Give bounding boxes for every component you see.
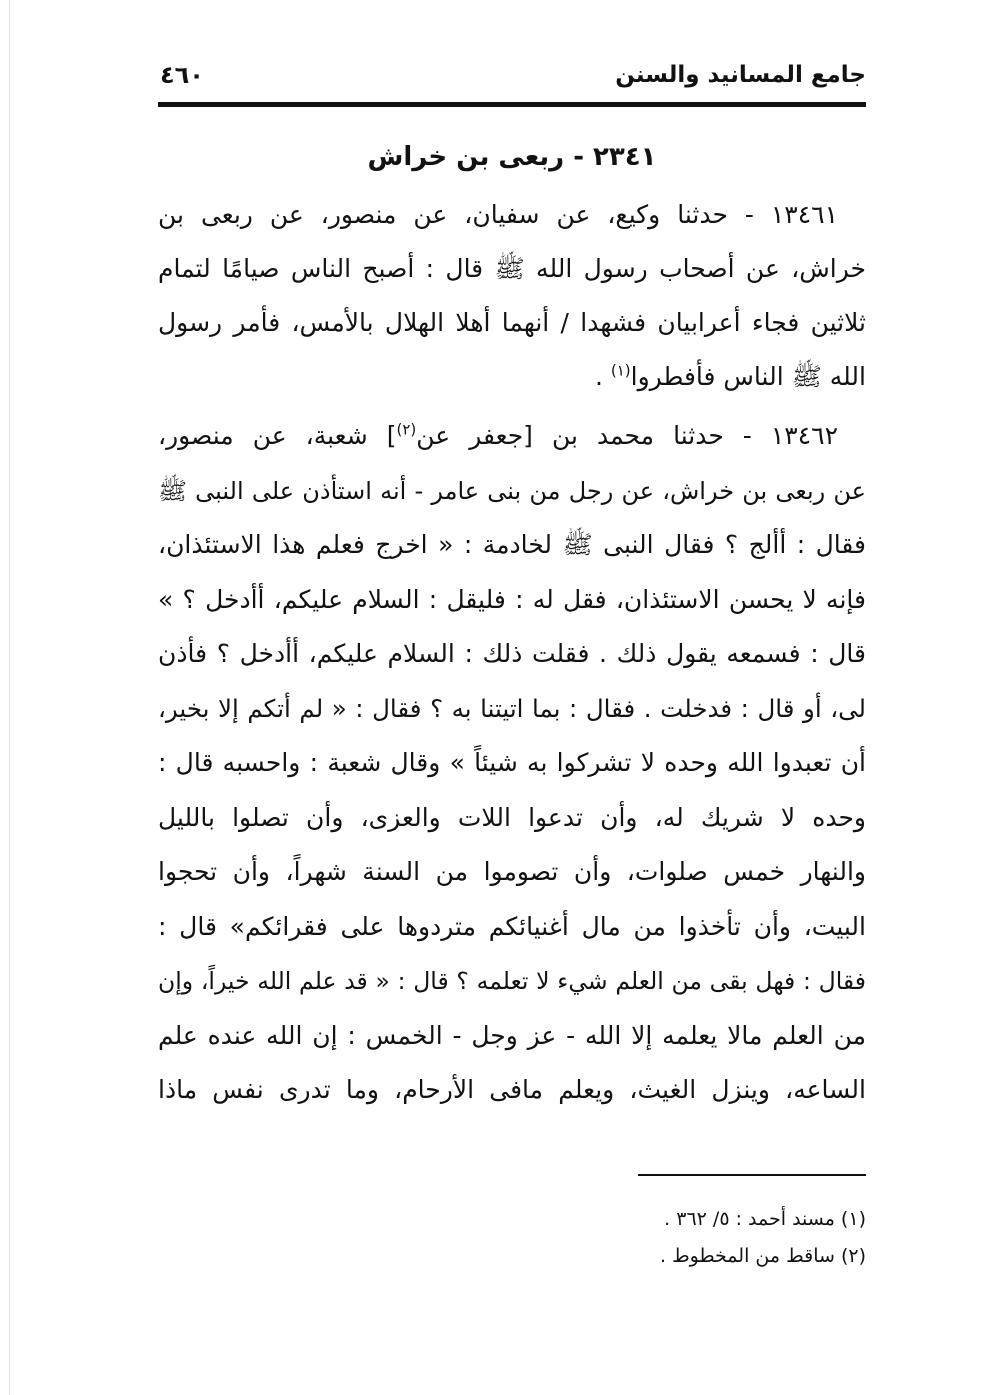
- section-title: ٢٣٤١ - ربعى بن خراش: [367, 142, 657, 172]
- footnote-marker: (٢): [396, 420, 417, 439]
- text-line: خراش، عن أصحاب رسول الله ﷺ قال : أصبح الناس صيامًا لتمام: [158, 254, 866, 283]
- text-line: أن تعبدوا الله وحده لا تشركوا به شيئاً » وقال شعبة : واحسبه قال :: [158, 748, 866, 777]
- text-segment: ١٣٤٦٢ - حدثنا محمد بن [جعفر عن: [416, 421, 838, 450]
- header-rule: [158, 102, 866, 107]
- text-line: البيت، وأن تأخذوا من مال أغنيائكم متردوها على فقرائكم» قال :: [158, 911, 866, 941]
- text-line: ١٣٤٦١ - حدثنا وكيع، عن سفيان، عن منصور، عن ربعى بن: [158, 200, 838, 229]
- text-line: الساعه، وينزل الغيث، ويعلم مافى الأرحام، وما تدرى نفس ماذا: [158, 1075, 866, 1104]
- footnotes: [158, 1201, 866, 1275]
- text-line: والنهار خمس صلوات، وأن تصوموا من السنة شهراً، وأن تحجوا: [158, 857, 866, 886]
- text-segment: ] شعبة، عن منصور،: [158, 421, 397, 450]
- text-line: لى، أو قال : فدخلت . فقال : بما اتيتنا به ؟ فقال : « لم أتكم إلا بخير،: [158, 693, 866, 723]
- text-segment: الله ﷺ الناس فأفطروا: [630, 362, 866, 391]
- text-line: عن ربعى بن خراش، عن رجل من بنى عامر - أنه استأذن على النبى ﷺ: [158, 476, 866, 505]
- footnote-marker: (١): [610, 361, 631, 380]
- text-line: قال : فسمعه يقول ذلك . فقلت ذلك : السلام عليكم، أأدخل ؟ فأذن: [158, 639, 866, 668]
- text-line: [158, 350, 866, 404]
- running-header-book-title: جامع المسانيد والسنن: [615, 62, 866, 88]
- text-line: ثلاثين فجاء أعرابيان فشهدا / أنهما أهلا الهلال بالأمس، فأمر رسول: [158, 308, 866, 337]
- page-number: ٤٦٠: [160, 61, 204, 89]
- footnote-item: (٢) ساقط من المخطوط .: [659, 1245, 866, 1267]
- text-line: فقال : فهل بقى من العلم شيء لا تعلمه ؟ قال : « قد علم الله خيراً، وإن: [158, 967, 866, 995]
- hadith-13461: [158, 188, 866, 404]
- scan-edge-line: [9, 0, 10, 1395]
- text-segment: .: [594, 362, 611, 391]
- text-line: فإنه لا يحسن الاستئذان، فقل له : فليقل : السلام عليكم، أأدخل ؟ »: [158, 584, 866, 614]
- hadith-13462: [158, 409, 866, 1118]
- text-line: [158, 409, 866, 464]
- footnote-item: (١) مسند أحمد : ٥/ ٣٦٢ .: [664, 1208, 866, 1230]
- text-line: من العلم مالا يعلمه إلا الله - عز وجل - الخمس : إن الله عنده علم: [158, 1020, 866, 1050]
- text-line: فقال : أألج ؟ فقال النبى ﷺ لخادمة : « اخرج فعلم هذا الاستئذان،: [158, 530, 866, 559]
- text-line: وحده لا شريك له، وأن تدعوا اللات والعزى، وأن تصلوا بالليل: [158, 802, 866, 832]
- footnote-rule: [638, 1174, 866, 1176]
